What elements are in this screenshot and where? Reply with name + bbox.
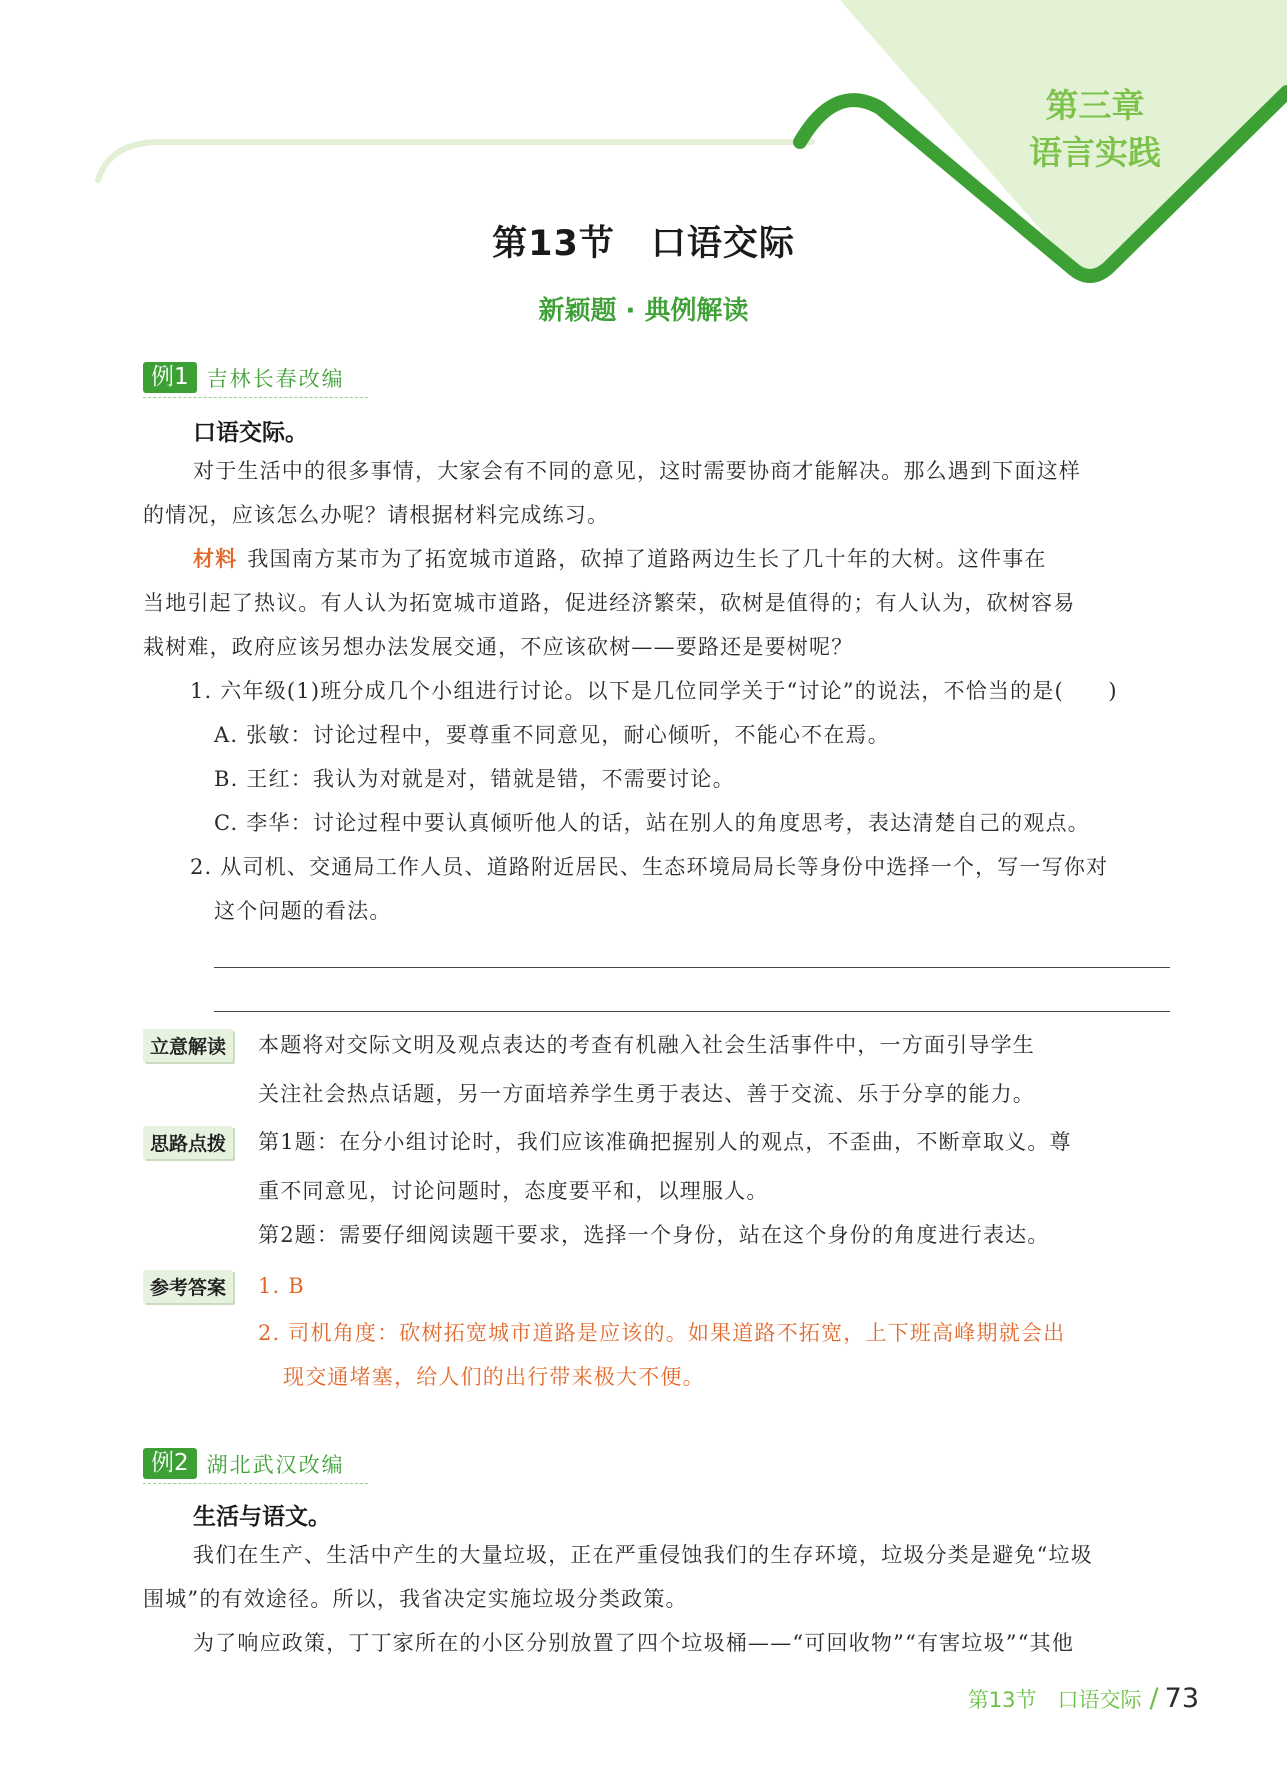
footer-separator: / xyxy=(1149,1683,1159,1714)
example1-tag xyxy=(143,362,345,393)
example1-intro-line1: 对于生活中的很多事情，大家会有不同的意见，这时需要协商才能解决。那么遇到下面这样 xyxy=(193,459,1081,483)
answer-2-line1: 2. 司机角度：砍树拓宽城市道路是应该的。如果道路不拓宽，上下班高峰期就会出 xyxy=(258,1321,1066,1345)
question1-option-a: A. 张敏：讨论过程中，要尊重不同意见，耐心倾听，不能心不在焉。 xyxy=(214,723,890,747)
page-footer xyxy=(968,1683,1199,1714)
example2-tag xyxy=(143,1448,345,1479)
answer-line-2[interactable] xyxy=(214,1011,1170,1012)
material-text-1: 我国南方某市为了拓宽城市道路，砍掉了道路两边生长了几十年的大树。这件事在 xyxy=(247,547,1047,571)
answer-1: 1. B xyxy=(258,1274,305,1298)
section-title: 第13节 口语交际 xyxy=(492,224,795,264)
example1-source: 吉林长春改编 xyxy=(206,366,345,391)
intent-label: 立意解读 xyxy=(143,1029,233,1062)
intent-line2: 关注社会热点话题，另一方面培养学生勇于表达、善于交流、乐于分享的能力。 xyxy=(258,1082,1035,1106)
material-label: 材料 xyxy=(193,547,238,571)
example2-heading: 生活与语文。 xyxy=(193,1504,331,1530)
example1-heading: 口语交际。 xyxy=(193,420,308,446)
example2-underline xyxy=(143,1483,368,1484)
question1-stem: 1. 六年级(1)班分成几个小组进行讨论。以下是几位同学关于“讨论”的说法，不恰当的是( ) xyxy=(190,679,1118,703)
example2-line2: 围城”的有效途径。所以，我省决定实施垃圾分类政策。 xyxy=(143,1587,688,1611)
question2-line2: 这个问题的看法。 xyxy=(214,899,392,923)
example1-underline xyxy=(143,397,368,398)
example2-source: 湖北武汉改编 xyxy=(206,1452,345,1477)
example2-badge: 例2 xyxy=(143,1448,197,1479)
footer-section-label: 第13节 口语交际 xyxy=(967,1688,1142,1712)
page-number: 73 xyxy=(1164,1683,1199,1714)
example1-material-line1 xyxy=(193,537,1047,581)
example1-intro-line2: 的情况，应该怎么办呢？请根据材料完成练习。 xyxy=(143,503,610,527)
question2-line1: 2. 从司机、交通局工作人员、道路附近居民、生态环境局局长等身份中选择一个，写一写你对 xyxy=(190,855,1109,879)
intent-line1: 本题将对交际文明及观点表达的考查有机融入社会生活事件中，一方面引导学生 xyxy=(258,1033,1035,1057)
answer-line-1[interactable] xyxy=(214,967,1170,968)
chapter-number: 第三章 xyxy=(1045,86,1145,125)
section-subtitle: 新颖题 · 典例解读 xyxy=(538,296,749,326)
example2-line1: 我们在生产、生活中产生的大量垃圾，正在严重侵蚀我们的生存环境，垃圾分类是避免“垃圾 xyxy=(193,1543,1093,1567)
hint-line3: 第2题：需要仔细阅读题干要求，选择一个身份，站在这个身份的角度进行表达。 xyxy=(258,1223,1050,1247)
example1-material-line3: 栽树难，政府应该另想办法发展交通，不应该砍树——要路还是要树呢？ xyxy=(143,635,854,659)
chapter-label xyxy=(1005,82,1185,176)
example1-badge: 例1 xyxy=(143,362,197,393)
example2-line3: 为了响应政策，丁丁家所在的小区分别放置了四个垃圾桶——“可回收物”“有害垃圾”“其他 xyxy=(193,1631,1075,1655)
question1-option-c: C. 李华：讨论过程中要认真倾听他人的话，站在别人的角度思考，表达清楚自己的观点。 xyxy=(214,811,1090,835)
answer-2-line2: 现交通堵塞，给人们的出行带来极大不便。 xyxy=(283,1365,705,1389)
answer-label: 参考答案 xyxy=(143,1270,233,1303)
hint-line1: 第1题：在分小组讨论时，我们应该准确把握别人的观点，不歪曲，不断章取义。尊 xyxy=(258,1130,1072,1154)
chapter-name: 语言实践 xyxy=(1029,133,1161,172)
example1-material-line2: 当地引起了热议。有人认为拓宽城市道路，促进经济繁荣，砍树是值得的；有人认为，砍树容易 xyxy=(143,591,1076,615)
hint-line2: 重不同意见，讨论问题时，态度要平和，以理服人。 xyxy=(258,1179,769,1203)
question1-option-b: B. 王红：我认为对就是对，错就是错，不需要讨论。 xyxy=(214,767,735,791)
hint-label: 思路点拨 xyxy=(143,1126,233,1159)
